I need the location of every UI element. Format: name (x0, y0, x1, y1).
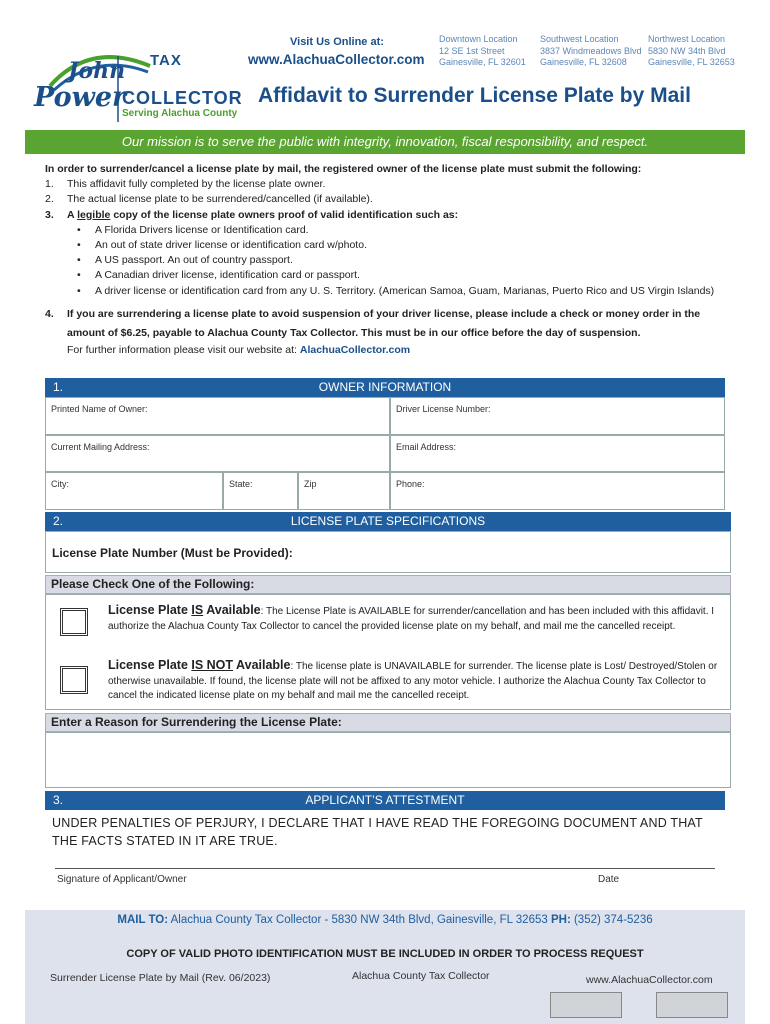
email-field[interactable]: Email Address: (390, 435, 725, 472)
location-street: 12 SE 1st Street (439, 45, 505, 56)
plate-section-header: LICENSE PLATE SPECIFICATIONS 2. (45, 512, 731, 531)
plate-number-label: License Plate Number (Must be Provided): (52, 546, 293, 560)
city-field[interactable]: City: (45, 472, 223, 510)
revision-label: Surrender License Plate by Mail (Rev. 06/2023) (50, 972, 271, 984)
instruction-item: 4. If you are surrendering a license plate to avoid suspension of your driver license, please include a check or money order in the amount of $6.25, payable to Alachua County Tax Collector. This must be in our office before the day of suspension. (45, 307, 701, 339)
id-bullet: • An out of state driver license or identification card w/photo. (77, 239, 367, 252)
mailing-address-field[interactable]: Current Mailing Address: (45, 435, 390, 472)
state-field[interactable]: State: (223, 472, 298, 510)
page-title: Affidavit to Surrender License Plate by Mail (258, 84, 691, 107)
plate-available-checkbox[interactable] (60, 608, 88, 636)
header-website-link[interactable]: www.AlachuaCollector.com (248, 52, 425, 67)
location-street: 5830 NW 34th Blvd (648, 45, 726, 56)
id-bullet: • A US passport. An out of country passport. (77, 254, 293, 267)
footer-agency: Alachua County Tax Collector (352, 970, 490, 982)
further-info: For further information please visit our website at: AlachuaCollector.com (67, 343, 411, 356)
date-label: Date (598, 874, 620, 885)
reason-header: Enter a Reason for Surrendering the License Plate: (45, 713, 731, 732)
footer-website-link[interactable]: www.AlachuaCollector.com (586, 974, 713, 986)
location-city: Gainesville, FL 32608 (540, 57, 627, 67)
logo-john: John (68, 58, 126, 84)
reason-field[interactable] (45, 732, 731, 788)
plate-unavailable-text: License Plate IS NOT Available: The license plate is UNAVAILABLE for surrender. The license plate is Lost/ Destroyed/Stolen or otherwise unavailable. If found, the license plate will not be affixed to any motor vehicle. I authorize the Alachua County Tax Collector to cancel the indicated license plate on my behalf and mail me the cancelled receipt. (108, 658, 718, 701)
reset-button[interactable] (656, 992, 728, 1018)
plate-available-text: License Plate IS Available: The License Plate is AVAILABLE for surrender/cancellation and has been included with this affidavit. I authorize the Alachua County Tax Collector to cancel the provided license plate on my behalf, and mail me the cancelled receipt. (108, 603, 715, 632)
location-city: Gainesville, FL 32601 (439, 57, 526, 67)
instruction-item: 2. The actual license plate to be surrendered/cancelled (if available). (45, 193, 373, 206)
location-southwest (540, 34, 646, 69)
footer-band (25, 910, 745, 1024)
check-one-header: Please Check One of the Following: (45, 575, 731, 594)
plate-number-field[interactable] (45, 531, 731, 573)
id-bullet: • A Florida Drivers license or Identification card. (77, 223, 309, 236)
website-link[interactable]: AlachuaCollector.com (299, 343, 411, 356)
page-header (0, 0, 770, 128)
visit-label: Visit Us Online at: (290, 36, 384, 48)
location-city: Gainesville, FL 32653 (648, 57, 735, 67)
logo-collector: COLLECTOR (122, 88, 243, 108)
instruction-item: 3. A legible copy of the license plate owners proof of valid identification such as: (45, 208, 459, 221)
plate-unavailable-checkbox[interactable] (60, 666, 88, 694)
location-northwest (648, 34, 760, 69)
id-bullet: • A Canadian driver license, identification card or passport. (77, 269, 360, 282)
id-bullet: • A driver license or identification card from any U. S. Territory. (American Samoa, Guam, Marianas, Puerto Rico and US Virgin Islands) (77, 284, 715, 297)
instructions (45, 162, 735, 358)
perjury-statement: UNDER PENALTIES OF PERJURY, I DECLARE THAT I HAVE READ THE FOREGOING DOCUMENT AND THAT THE FACTS STATED IN IT ARE TRUE. (52, 816, 703, 848)
location-street: 3837 Windmeadows Blvd (540, 45, 642, 56)
logo-tax: TAX (150, 52, 182, 69)
phone-field[interactable]: Phone: (390, 472, 725, 510)
john-power-logo (30, 46, 245, 126)
signature-label: Signature of Applicant/Owner (57, 874, 187, 885)
mail-to-line: MAIL TO: Alachua County Tax Collector - 5830 NW 34th Blvd, Gainesville, FL 32653 PH: (352) 374-5236 (117, 914, 653, 926)
zip-field[interactable]: Zip (298, 472, 390, 510)
print-button[interactable] (550, 992, 622, 1018)
location-name: Downtown Location (439, 34, 518, 44)
instruction-item: 1. This affidavit fully completed by the license plate owner. (45, 178, 326, 191)
location-name: Northwest Location (648, 34, 726, 44)
printed-name-field[interactable]: Printed Name of Owner: (45, 397, 390, 435)
attestment-section-header: APPLICANT’S ATTESTMENT 3. (45, 791, 725, 810)
owner-section-header: OWNER INFORMATION 1. (45, 378, 725, 397)
instructions-intro: In order to surrender/cancel a license plate by mail, the registered owner of the license plate must submit the following: (45, 163, 642, 175)
location-downtown (439, 34, 527, 69)
logo-power: Power (34, 82, 127, 113)
driver-license-field[interactable]: Driver License Number: (390, 397, 725, 435)
copy-id-note: COPY OF VALID PHOTO IDENTIFICATION MUST BE INCLUDED IN ORDER TO PROCESS REQUEST (126, 948, 644, 960)
location-name: Southwest Location (540, 34, 619, 44)
logo-serving: Serving Alachua County (122, 108, 238, 119)
mission-banner: Our mission is to serve the public with integrity, innovation, fiscal responsibility, and respect. (25, 130, 745, 154)
signature-line[interactable] (55, 868, 715, 869)
